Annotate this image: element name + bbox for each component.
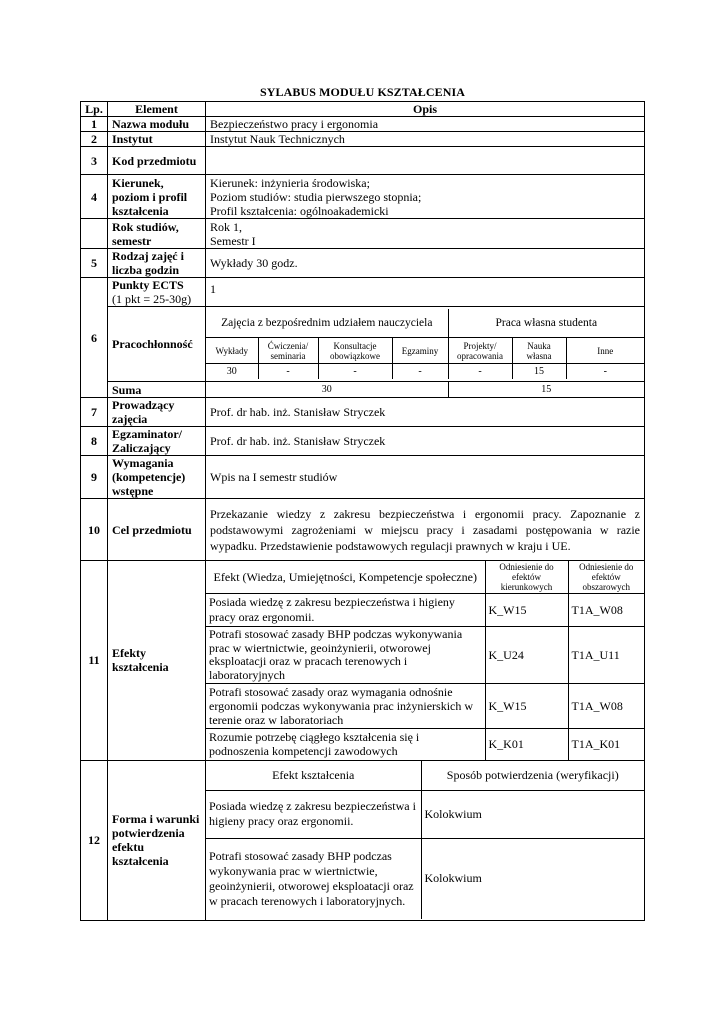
outcome-kier: K_U24 bbox=[485, 627, 568, 684]
outcome-kier: K_W15 bbox=[485, 594, 568, 627]
row-field-of-study bbox=[81, 175, 645, 219]
outcome-text: Potrafi stosować zasady BHP podczas wykonywania prac w wiertnictwie, geoinżynierii, otworowej eksploatacji oraz w pracach terenowych i laboratoryjnych bbox=[206, 627, 485, 684]
header-opis: Opis bbox=[206, 102, 645, 117]
verification-effect-header: Efekt kształcenia bbox=[206, 761, 421, 790]
header-lp: Lp. bbox=[81, 102, 108, 117]
outcome-obsz: T1A_K01 bbox=[568, 729, 644, 760]
row-element bbox=[108, 278, 206, 307]
row-number: 8 bbox=[81, 427, 108, 456]
outcome-text: Posiada wiedzę z zakresu bezpieczeństwa i higieny pracy oraz ergonomii. bbox=[206, 594, 485, 627]
outcome-row bbox=[206, 594, 644, 627]
row-workload bbox=[81, 307, 645, 382]
outcome-row bbox=[206, 684, 644, 729]
sum-own: 15 bbox=[448, 382, 644, 397]
row-value bbox=[206, 219, 645, 249]
row-element: Nazwa modułu bbox=[108, 117, 206, 132]
row-element: Kierunek, poziom i profil kształcenia bbox=[108, 175, 206, 219]
row-number: 7 bbox=[81, 398, 108, 427]
row-value: Prof. dr hab. inż. Stanisław Stryczek bbox=[206, 427, 645, 456]
sum-contact: 30 bbox=[206, 382, 448, 397]
row-number: 11 bbox=[81, 561, 108, 761]
outcome-row bbox=[206, 729, 644, 760]
row-sum bbox=[81, 382, 645, 398]
row-requirements bbox=[81, 456, 645, 499]
year-line: Rok 1, bbox=[210, 219, 243, 234]
own-work-header: Praca własna studenta bbox=[448, 309, 644, 338]
document-title: SYLABUS MODUŁU KSZTAŁCENIA bbox=[259, 85, 466, 99]
row-element: Prowadzący zajęcia bbox=[108, 398, 206, 427]
col-consultations: Konsultacje obowiązkowe bbox=[318, 338, 392, 364]
row-value: Wykłady 30 godz. bbox=[206, 249, 645, 278]
row-lecturer bbox=[81, 398, 645, 427]
row-class-type bbox=[81, 249, 645, 278]
row-number: 10 bbox=[81, 499, 108, 561]
row-element: Suma bbox=[108, 382, 206, 398]
outcome-text: Potrafi stosować zasady oraz wymagania odnośnie ergonomii podczas wykonywania prac inżynierskich w terenie oraz w laboratoriach bbox=[206, 684, 485, 729]
row-element: Instytut bbox=[108, 132, 206, 147]
level-line: Poziom studiów: studia pierwszego stopnia; bbox=[210, 189, 422, 204]
header-element: Element bbox=[108, 102, 206, 117]
row-element: Egzaminator/ Zaliczający bbox=[108, 427, 206, 456]
col-lectures: Wykłady bbox=[206, 338, 258, 364]
row-year-semester bbox=[81, 219, 645, 249]
outcome-kier: K_K01 bbox=[485, 729, 568, 760]
outcome-text: Rozumie potrzebę ciągłego kształcenia się i podnoszenia kompetencji zawodowych bbox=[206, 729, 485, 760]
row-course-goal bbox=[81, 499, 645, 561]
row-element: Efekty kształcenia bbox=[108, 561, 206, 761]
row-value: 1 bbox=[206, 278, 645, 307]
row-element: Rok studiów, semestr bbox=[108, 219, 206, 249]
value-exercises: - bbox=[258, 364, 318, 380]
outcomes-table bbox=[206, 561, 644, 760]
verification-method: Kolokwium bbox=[421, 838, 644, 919]
verification-row bbox=[206, 838, 644, 919]
field-line: Kierunek: inżynieria środowiska; bbox=[210, 175, 370, 190]
sum-table-cell bbox=[206, 382, 645, 398]
row-examiner bbox=[81, 427, 645, 456]
col-exams: Egzaminy bbox=[392, 338, 448, 364]
row-module-name bbox=[81, 117, 645, 132]
col-other: Inne bbox=[566, 338, 644, 364]
contact-hours-header: Zajęcia z bezpośrednim udziałem nauczyciela bbox=[206, 309, 448, 338]
sum-table bbox=[206, 382, 644, 397]
value-projects: - bbox=[448, 364, 512, 380]
row-number: 4 bbox=[81, 175, 108, 219]
outcome-effect-header: Efekt (Wiedza, Umiejętności, Kompetencje społeczne) bbox=[206, 561, 485, 594]
outcomes-table-cell bbox=[206, 561, 645, 761]
outcome-obsz: T1A_W08 bbox=[568, 684, 644, 729]
syllabus-table bbox=[80, 101, 645, 921]
verification-method: Kolokwium bbox=[421, 790, 644, 838]
value-lectures: 30 bbox=[206, 364, 258, 380]
value-consultations: - bbox=[318, 364, 392, 380]
value-exams: - bbox=[392, 364, 448, 380]
row-verification bbox=[81, 760, 645, 920]
row-element: Pracochłonność bbox=[108, 307, 206, 382]
col-projects: Projekty/ opracowania bbox=[448, 338, 512, 364]
verification-table-cell bbox=[206, 760, 645, 920]
row-value: Przekazanie wiedzy z zakresu bezpieczeństwa i ergonomii pracy. Zapoznanie z podstawowymi zagrożeniami w miejscu pracy i zasadami postępowania w razie wypadku. Przedstawienie podstawowych regulacji prawnych w kraju i UE. bbox=[206, 499, 645, 561]
row-number: 1 bbox=[81, 117, 108, 132]
verification-table bbox=[206, 761, 644, 919]
row-value: Bezpieczeństwo pracy i ergonomia bbox=[206, 117, 645, 132]
value-self-study: 15 bbox=[512, 364, 566, 380]
workload-table bbox=[206, 309, 644, 380]
verification-effect: Posiada wiedzę z zakresu bezpieczeństwa i higieny pracy oraz ergonomii. bbox=[206, 790, 421, 838]
semester-line: Semestr I bbox=[210, 233, 256, 248]
ects-label: Punkty ECTS bbox=[112, 278, 184, 292]
row-value: Wpis na I semestr studiów bbox=[206, 456, 645, 499]
workload-table-cell bbox=[206, 307, 645, 382]
row-number bbox=[81, 219, 108, 249]
row-course-code bbox=[81, 147, 645, 175]
row-number: 9 bbox=[81, 456, 108, 499]
row-number: 5 bbox=[81, 249, 108, 278]
value-other: - bbox=[566, 364, 644, 380]
row-element: Wymagania (kompetencje) wstępne bbox=[108, 456, 206, 499]
row-number: 12 bbox=[81, 760, 108, 920]
row-value: Prof. dr hab. inż. Stanisław Stryczek bbox=[206, 398, 645, 427]
row-value bbox=[206, 175, 645, 219]
outcome-obsz: T1A_W08 bbox=[568, 594, 644, 627]
outcome-kier: K_W15 bbox=[485, 684, 568, 729]
row-number: 6 bbox=[81, 278, 108, 398]
row-element: Rodzaj zajęć i liczba godzin bbox=[108, 249, 206, 278]
ects-note: (1 pkt = 25-30g) bbox=[112, 292, 192, 306]
row-number: 2 bbox=[81, 132, 108, 147]
verification-effect: Potrafi stosować zasady BHP podczas wykonywania prac w wiertnictwie, geoinżynierii, otworowej eksploatacji oraz w pracach terenowych i laboratoryjnych. bbox=[206, 838, 421, 919]
table-header-row bbox=[81, 102, 645, 117]
row-value: Instytut Nauk Technicznych bbox=[206, 132, 645, 147]
outcome-row bbox=[206, 627, 644, 684]
profile-line: Profil kształcenia: ogólnoakademicki bbox=[210, 203, 389, 218]
row-ects bbox=[81, 278, 645, 307]
outcome-kier-header: Odniesienie do efektów kierunkowych bbox=[485, 561, 568, 594]
outcome-obsz-header: Odniesienie do efektów obszarowych bbox=[568, 561, 644, 594]
verification-row bbox=[206, 790, 644, 838]
row-institute bbox=[81, 132, 645, 147]
col-self-study: Nauka własna bbox=[512, 338, 566, 364]
row-element: Forma i warunki potwierdzenia efektu kształcenia bbox=[108, 760, 206, 920]
row-element: Kod przedmiotu bbox=[108, 147, 206, 175]
row-value bbox=[206, 147, 645, 175]
col-exercises: Ćwiczenia/ seminaria bbox=[258, 338, 318, 364]
row-element: Cel przedmiotu bbox=[108, 499, 206, 561]
verification-method-header: Sposób potwierdzenia (weryfikacji) bbox=[421, 761, 644, 790]
row-learning-outcomes bbox=[81, 561, 645, 761]
row-number: 3 bbox=[81, 147, 108, 175]
outcome-obsz: T1A_U11 bbox=[568, 627, 644, 684]
